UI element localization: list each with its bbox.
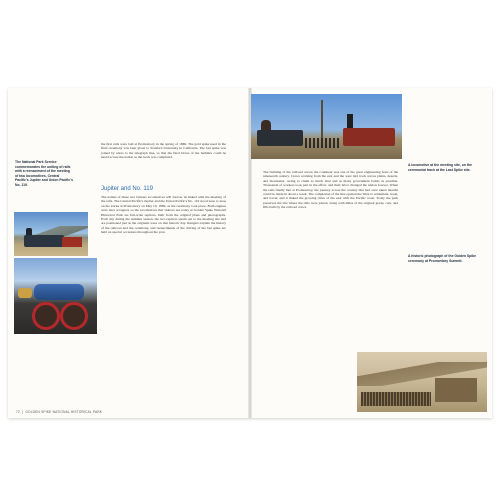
photo-crowd (305, 138, 341, 148)
photo-historic-ceremony (357, 352, 487, 412)
left-body-text: The names of these two famous locomotives will forever be linked with the meeting of the rails. The Central Pacific's Jupiter and the Union Pacific's No. 119 stood nose to nose on the tracks at Promontory on May 10, 1869, as the ceremony took place. Both engines were later scrapped, so the locomotives that visitors see today at Golden Spike National Historical Park are full-scale replicas, built from the original plans and photographs. Each day during the summer season, the two replicas steam out to the meeting site and are positioned just as the originals were on that historic day. Rangers explain the history of the railroad and the ceremony, and reenactments of the driving of the last spike are held on special occasions throughout the year. (101, 195, 226, 235)
photo-boiler (34, 284, 84, 300)
publication-title: GOLDEN SPIKE NATIONAL HISTORICAL PARK (25, 410, 103, 414)
page-footer (16, 410, 102, 414)
photo-building (435, 378, 477, 402)
photo-wheel (60, 302, 88, 330)
photo-locomotive-jupiter (257, 130, 303, 146)
photo-crowd (361, 392, 431, 406)
photo-locomotive-closeup (14, 258, 97, 334)
photo-tender (62, 237, 82, 247)
page-number: 72 (16, 410, 20, 414)
photo-locomotive-119 (343, 128, 395, 146)
photo-locomotives-meeting (251, 94, 402, 159)
caption-right-top: A locomotive at the meeting site, on the ceremonial track at the Last Spike site. (408, 163, 472, 172)
footer-separator: | (21, 410, 25, 414)
left-intro-text: the first rails were laid at Promontory in the spring of 1869. The gold spike used in the final ceremony was later given to Stanford University in California. The last spike was joined by wires to the telegraph line, so that the final blows of the hammer could be heard across the nation as the work was completed. (101, 142, 226, 160)
photo-brass-bell (18, 288, 32, 298)
caption-left: The National Park Service commemorates the uniting of rails with a reenactment of the meeting of two locomotives, Central Pacific's Jupiter and Union Pacific's No. 119. (15, 160, 73, 187)
section-heading: Jupiter and No. 119 (101, 186, 153, 192)
photo-wheel (32, 302, 60, 330)
right-body-text: The building of the railroad across the continent was one of the great engineering feats of the nineteenth century. Crews working from the east and the west laid track across plains, deserts, and mountains, racing to claim as much land and as many government bonds as possible. Thousands of workers took part in the effort, and their labor changed the nation forever. When the rails finally met at Promontory, the journey across the country that had once taken months could be made in about a week. The completion of the line opened the West to settlement, trade, and travel, and it linked the growing cities of the east with the Pacific coast. Today the park preserves the site where the rails were joined, along with miles of the original grade, cuts, and fills built by the railroad crews. (263, 170, 398, 210)
photo-train-mountains (14, 212, 88, 256)
caption-right-bottom: A historic photograph of the Golden Spike ceremony at Promontory Summit. (408, 254, 477, 263)
photo-smokestack (347, 114, 353, 129)
photo-locomotive (24, 235, 64, 247)
